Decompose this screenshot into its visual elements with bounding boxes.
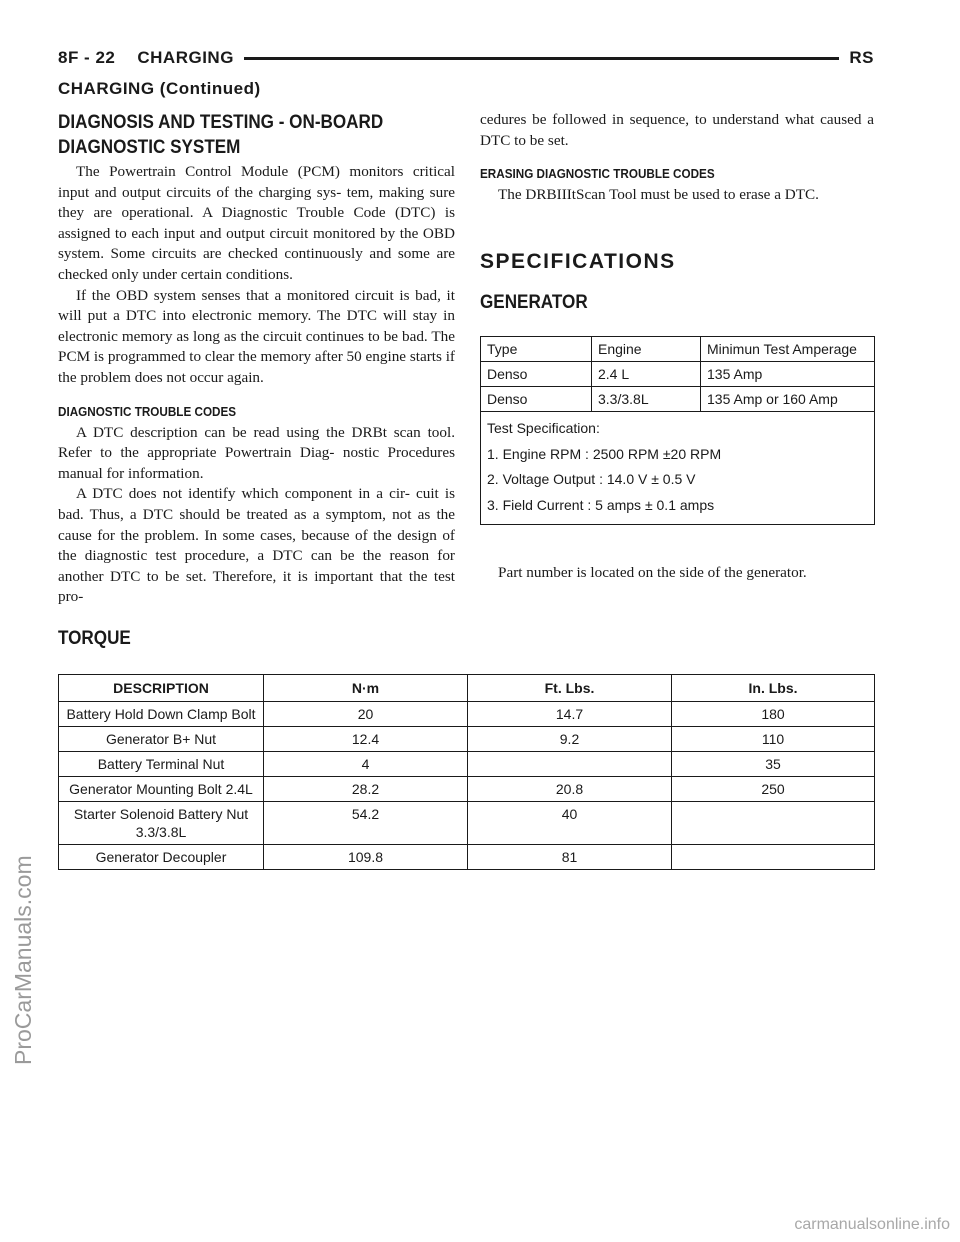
- table-row: [59, 702, 875, 727]
- table-cell: 109.8: [264, 845, 468, 870]
- table-cell: [672, 845, 875, 870]
- right-column: [480, 110, 874, 206]
- generator-note: Part number is located on the side of the generator.: [498, 564, 807, 581]
- footer-watermark: carmanualsonline.info: [794, 1216, 950, 1233]
- table-cell: Starter Solenoid Battery Nut 3.3/3.8L: [59, 802, 264, 845]
- paragraph-pcm-monitors: The Powertrain Control Module (PCM) monitors critical input and output circuits of the charging sys- tem, making sure they are operational. A Diagnostic Trouble Code (DTC) is assigned to each input and output circuit monitored by the OBD system. Some circuits are checked continuously and some are checked only under certain conditions.: [58, 163, 455, 283]
- erase-dtc-heading: ERASING DIAGNOSTIC TROUBLE CODES: [480, 166, 715, 182]
- table-row: [59, 752, 875, 777]
- table-row: [59, 845, 875, 870]
- table-cell: Battery Terminal Nut: [59, 752, 264, 777]
- header-cell: Minimun Test Amperage: [701, 337, 875, 362]
- table-cell: 2.4 L: [592, 362, 701, 387]
- paragraph-obd-senses: If the OBD system senses that a monitored circuit is bad, it will put a DTC into electronic memory. The DTC will stay in electronic memory as long as the circuit continues to be bad. The PCM is programmed to clear the memory after 50 engine starts if the problem does not occur again.: [58, 286, 455, 386]
- torque-heading: TORQUE: [58, 628, 131, 649]
- table-cell: 14.7: [468, 702, 672, 727]
- dtc-heading: DIAGNOSTIC TROUBLE CODES: [58, 403, 237, 419]
- table-cell: 135 Amp: [701, 362, 875, 387]
- table-cell: 54.2: [264, 802, 468, 845]
- table-cell: [672, 802, 875, 845]
- continued-heading: CHARGING (Continued): [58, 79, 261, 98]
- paragraph-procedures-sequence: cedures be followed in sequence, to understand what caused a DTC to be set.: [480, 111, 874, 149]
- table-row: [481, 387, 875, 412]
- table-cell: 20: [264, 702, 468, 727]
- table-cell: Generator Decoupler: [59, 845, 264, 870]
- table-cell: 110: [672, 727, 875, 752]
- table-cell: 9.2: [468, 727, 672, 752]
- table-cell: 135 Amp or 160 Amp: [701, 387, 875, 412]
- table-cell: Denso: [481, 362, 592, 387]
- torque-table: [58, 674, 875, 870]
- table-cell: 20.8: [468, 777, 672, 802]
- side-watermark: ProCarManuals.com: [10, 855, 36, 1065]
- generator-spec-table: [480, 336, 875, 525]
- test-spec-row: [481, 412, 875, 525]
- header-cell: Engine: [592, 337, 701, 362]
- table-cell: 4: [264, 752, 468, 777]
- test-spec-cell: [481, 412, 875, 525]
- diagnosis-heading-line2: DIAGNOSTIC SYSTEM: [58, 137, 241, 158]
- model-code: RS: [849, 48, 874, 67]
- test-spec-item: 1. Engine RPM : 2500 RPM ±20 RPM: [487, 445, 722, 462]
- page-number: 8F - 22: [58, 48, 116, 67]
- page-header: [58, 44, 874, 72]
- table-cell: [468, 752, 672, 777]
- header-cell: Ft. Lbs.: [468, 675, 672, 702]
- header-rule: [244, 57, 839, 60]
- table-cell: 180: [672, 702, 875, 727]
- header-cell: N·m: [264, 675, 468, 702]
- table-cell: 35: [672, 752, 875, 777]
- table-cell: 40: [468, 802, 672, 845]
- table-cell: 28.2: [264, 777, 468, 802]
- table-cell: 12.4: [264, 727, 468, 752]
- table-cell: Denso: [481, 387, 592, 412]
- test-spec-title: Test Specification:: [487, 420, 600, 436]
- table-cell: Generator Mounting Bolt 2.4L: [59, 777, 264, 802]
- table-cell: Battery Hold Down Clamp Bolt: [59, 702, 264, 727]
- table-cell: 81: [468, 845, 672, 870]
- test-spec-item: 3. Field Current : 5 amps ± 0.1 amps: [487, 496, 715, 513]
- header-cell: Type: [481, 337, 592, 362]
- table-row: [59, 727, 875, 752]
- test-spec-item: 2. Voltage Output : 14.0 V ± 0.5 V: [487, 471, 696, 487]
- table-row: [59, 777, 875, 802]
- table-header-row: [59, 675, 875, 702]
- diagnosis-heading-line1: DIAGNOSIS AND TESTING - ON-BOARD: [58, 112, 384, 133]
- paragraph-dtc-identify: A DTC does not identify which component in a cir- cuit is bad. Thus, a DTC should be treated as a symptom, not as the cause for the problem. In some cases, because of the design of the diagnostic test procedure, a DTC can be the reason for another DTC to be set. Therefore, it is important that the test pro-: [58, 485, 455, 606]
- generator-heading: GENERATOR: [480, 292, 588, 313]
- specifications-heading: SPECIFICATIONS: [480, 250, 676, 273]
- table-header-row: [481, 337, 875, 362]
- table-cell: 250: [672, 777, 875, 802]
- diagnosis-heading: [58, 110, 415, 160]
- header-cell: DESCRIPTION: [59, 675, 264, 702]
- table-cell: 3.3/3.8L: [592, 387, 701, 412]
- left-column: [58, 110, 455, 608]
- header-cell: In. Lbs.: [672, 675, 875, 702]
- paragraph-erase-dtc: The DRBIIItScan Tool must be used to erase a DTC.: [498, 186, 819, 204]
- table-row: [59, 802, 875, 845]
- section-title: CHARGING: [137, 48, 234, 67]
- paragraph-dtc-description: A DTC description can be read using the DRBt scan tool. Refer to the appropriate Powertrain Diag- nostic Procedures manual for information.: [58, 423, 455, 482]
- table-cell: Generator B+ Nut: [59, 727, 264, 752]
- table-row: [481, 362, 875, 387]
